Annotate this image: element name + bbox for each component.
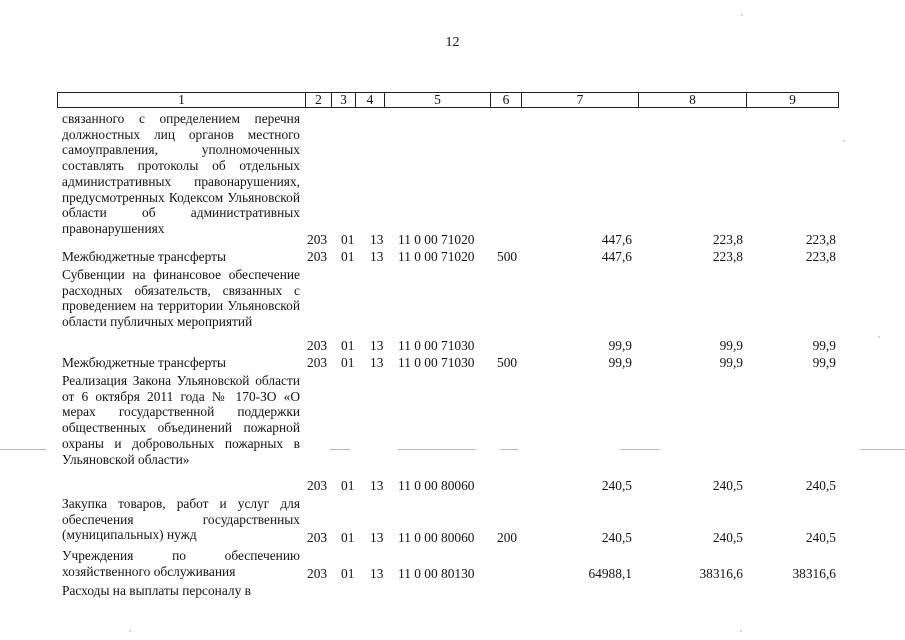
row-razdel: 01	[341, 249, 355, 264]
row-expense-type: 500	[497, 249, 518, 264]
row-glava: 203	[307, 478, 328, 493]
row-sum-col-9: 240,5	[805, 478, 836, 493]
row-target-article: 11 0 00 71030	[398, 355, 475, 370]
row-sum-col-9: 240,5	[805, 530, 836, 545]
row-razdel: 01	[341, 355, 355, 370]
row-razdel: 01	[341, 566, 355, 581]
row-sum-col-7: 99,9	[608, 338, 632, 353]
row-sum-col-7: 447,6	[601, 232, 632, 247]
row-podrazdel: 13	[370, 566, 384, 581]
scan-speck	[740, 630, 742, 632]
row-sum-col-8: 99,9	[719, 338, 743, 353]
row-razdel: 01	[341, 232, 355, 247]
row-expense-type: 500	[497, 355, 518, 370]
row-glava: 203	[307, 355, 328, 370]
row-razdel: 01	[341, 478, 355, 493]
row-expense-type: 200	[497, 530, 518, 545]
scan-speck	[878, 336, 880, 338]
row-sum-col-8: 99,9	[719, 355, 743, 370]
scan-speck	[860, 449, 905, 450]
row-target-article: 11 0 00 80130	[398, 566, 475, 581]
row-sum-col-8: 240,5	[712, 530, 743, 545]
row-razdel: 01	[341, 338, 355, 353]
header-col-2: 2	[305, 93, 331, 107]
header-col-8: 8	[638, 93, 746, 107]
row-podrazdel: 13	[370, 232, 384, 247]
row-podrazdel: 13	[370, 530, 384, 545]
row-sum-col-8: 240,5	[712, 478, 743, 493]
row-glava: 203	[307, 232, 328, 247]
header-col-5: 5	[384, 93, 490, 107]
scan-speck	[330, 449, 350, 450]
header-col-1: 1	[178, 92, 185, 107]
row-glava: 203	[307, 338, 328, 353]
row-sum-col-9: 223,8	[805, 232, 836, 247]
page-number: 12	[445, 35, 460, 50]
row-sum-col-7: 64988,1	[588, 566, 632, 581]
row-sum-col-9: 99,9	[812, 338, 836, 353]
row-sum-col-9: 223,8	[805, 249, 836, 264]
row-sum-col-8: 38316,6	[699, 566, 743, 581]
row-sum-col-7: 240,5	[601, 478, 632, 493]
row-target-article: 11 0 00 71030	[398, 338, 475, 353]
row-description: связанного с определением перечня должностных лиц органов местного самоуправления, уполномоченных составлять протоколы об отдельных административных правонарушениях, предусмотренных Кодексом Ульяновской области об административных правонарушениях	[62, 111, 300, 236]
row-description: Учреждения по обеспечению хозяйственного обслуживания	[62, 548, 300, 579]
row-sum-col-8: 223,8	[712, 249, 743, 264]
row-target-article: 11 0 00 80060	[398, 478, 475, 493]
header-col-4: 4	[355, 93, 384, 107]
row-glava: 203	[307, 249, 328, 264]
row-description: Субвенции на финансовое обеспечение расходных обязательств, связанных с проведением на территории Ульяновской области публичных мероприятий	[62, 267, 300, 330]
header-col-3: 3	[331, 93, 355, 107]
row-description: Межбюджетные трансферты	[62, 355, 226, 370]
row-sum-col-8: 223,8	[712, 232, 743, 247]
scan-speck	[129, 630, 131, 632]
scan-speck	[500, 449, 518, 450]
row-glava: 203	[307, 566, 328, 581]
row-target-article: 11 0 00 80060	[398, 530, 475, 545]
table-header	[57, 92, 839, 108]
header-col-9: 9	[746, 93, 838, 107]
row-podrazdel: 13	[370, 478, 384, 493]
row-razdel: 01	[341, 530, 355, 545]
row-glava: 203	[307, 530, 328, 545]
row-sum-col-9: 38316,6	[792, 566, 836, 581]
scan-speck	[0, 449, 46, 450]
row-target-article: 11 0 00 71020	[398, 249, 475, 264]
row-podrazdel: 13	[370, 355, 384, 370]
row-podrazdel: 13	[370, 249, 384, 264]
row-description: Межбюджетные трансферты	[62, 249, 226, 264]
header-col-7: 7	[521, 93, 638, 107]
row-description: Закупка товаров, работ и услуг для обеспечения государственных (муниципальных) нужд	[62, 496, 300, 543]
scan-speck	[620, 449, 660, 450]
scan-speck	[741, 14, 743, 16]
row-description: Реализация Закона Ульяновской области от 6 октября 2011 года № 170-ЗО «О мерах государственной поддержки общественных объединений пожарной охраны и добровольных пожарных в Ульяновской области»	[62, 373, 300, 467]
row-description: Расходы на выплаты персоналу в	[62, 583, 251, 598]
row-sum-col-7: 447,6	[601, 249, 632, 264]
row-sum-col-9: 99,9	[812, 355, 836, 370]
row-podrazdel: 13	[370, 338, 384, 353]
scan-speck	[398, 449, 476, 450]
header-col-6: 6	[490, 93, 521, 107]
row-sum-col-7: 99,9	[608, 355, 632, 370]
scan-speck	[843, 140, 845, 142]
row-target-article: 11 0 00 71020	[398, 232, 475, 247]
row-sum-col-7: 240,5	[601, 530, 632, 545]
